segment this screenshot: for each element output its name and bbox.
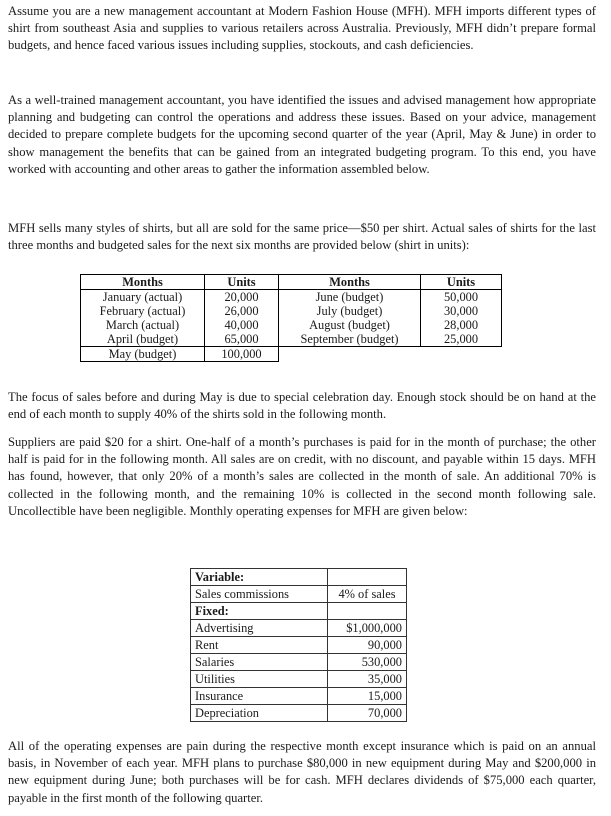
expense-value: 90,000	[328, 637, 407, 654]
table-row	[81, 304, 502, 318]
month-cell: September (budget)	[279, 332, 421, 347]
variable-heading-row	[191, 569, 407, 586]
table-row	[81, 290, 502, 305]
table-row	[81, 318, 502, 332]
month-cell: February (actual)	[81, 304, 205, 318]
units-cell: 40,000	[205, 318, 279, 332]
expense-label: Sales commissions	[191, 586, 328, 603]
units-cell: 25,000	[421, 332, 502, 347]
expense-value: 70,000	[328, 705, 407, 722]
expense-value: 530,000	[328, 654, 407, 671]
expense-label: Rent	[191, 637, 328, 654]
expense-label: Salaries	[191, 654, 328, 671]
suppliers-collections-paragraph: Suppliers are paid $20 for a shirt. One-half of a month’s purchases is paid for in the month of purchase; the other half is paid for in the following month. All sales are on credit, with no discount, and payable within 15 days. MFH has found, however, that only 20% of a month’s sales are collected in the month of sale. An additional 70% is collected in the following month, and the remaining 10% is collected in the second month following sale. Uncollectible have been negligible. Monthly operating expenses for MFH are given below:	[8, 435, 596, 518]
table-header-row	[81, 275, 502, 290]
table-row	[81, 347, 502, 362]
empty-cell	[328, 603, 407, 620]
month-cell: January (actual)	[81, 290, 205, 305]
units-cell: 65,000	[205, 332, 279, 347]
expense-value: 35,000	[328, 671, 407, 688]
variable-heading: Variable:	[191, 569, 328, 586]
expense-value: 4% of sales	[328, 586, 407, 603]
fixed-heading-row	[191, 603, 407, 620]
month-cell: June (budget)	[279, 290, 421, 305]
month-cell: April (budget)	[81, 332, 205, 347]
table-row	[191, 637, 407, 654]
units-cell: 28,000	[421, 318, 502, 332]
table-row	[191, 586, 407, 603]
sales-price-paragraph: MFH sells many styles of shirts, but all are sold for the same price—$50 per shirt. Actual sales of shirts for the last three months and budgeted sales for the next six months are provided below (shirt in units):	[8, 221, 596, 253]
operating-expenses-table	[190, 568, 407, 722]
empty-cell	[279, 347, 421, 362]
header-units-2: Units	[421, 275, 502, 290]
month-cell: July (budget)	[279, 304, 421, 318]
table-row	[81, 332, 502, 347]
intro-paragraph: Assume you are a new management accountant at Modern Fashion House (MFH). MFH imports different types of shirt from southeast Asia and supplies to various retailers across Australia. Previously, MFH didn’t prepare formal budgets, and hence faced various issues including supplies, stockouts, and cash deficiencies.	[8, 4, 596, 53]
units-cell: 100,000	[205, 347, 279, 362]
expense-value: $1,000,000	[328, 620, 407, 637]
fixed-heading: Fixed:	[191, 603, 328, 620]
month-cell: March (actual)	[81, 318, 205, 332]
header-months-1: Months	[81, 275, 205, 290]
table-row	[191, 620, 407, 637]
header-units-1: Units	[205, 275, 279, 290]
sales-units-table	[80, 274, 502, 362]
expense-label: Utilities	[191, 671, 328, 688]
header-months-2: Months	[279, 275, 421, 290]
table-row	[191, 705, 407, 722]
expense-label: Insurance	[191, 688, 328, 705]
units-cell: 26,000	[205, 304, 279, 318]
units-cell: 20,000	[205, 290, 279, 305]
table-row	[191, 671, 407, 688]
budgeting-advice-paragraph: As a well-trained management accountant, you have identified the issues and advised management how appropriate planning and budgeting can control the operations and address these issues. Based on your advice, management decided to prepare complete budgets for the upcoming second quarter of the year (April, May & June) in order to show management the benefits that can be gained from an integrated budgeting program. To this end, you have worked with accounting and other areas to gather the information assembled below.	[8, 93, 596, 176]
expense-value: 15,000	[328, 688, 407, 705]
celebration-paragraph: The focus of sales before and during May is due to special celebration day. Enough stock should be on hand at the end of each month to supply 40% of the shirts sold in the following month.	[8, 390, 596, 422]
month-cell: May (budget)	[81, 347, 205, 362]
empty-cell	[421, 347, 502, 362]
expense-label: Advertising	[191, 620, 328, 637]
units-cell: 30,000	[421, 304, 502, 318]
expense-label: Depreciation	[191, 705, 328, 722]
month-cell: August (budget)	[279, 318, 421, 332]
table-row	[191, 654, 407, 671]
operating-expenses-notes-paragraph: All of the operating expenses are pain during the respective month except insurance which is paid on an annual basis, in November of each year. MFH plans to purchase $80,000 in new equipment during May and $200,000 in new equipment during June; both purchases will be for cash. MFH declares dividends of $75,000 each quarter, payable in the first month of the following quarter.	[8, 739, 596, 805]
table-row	[191, 688, 407, 705]
units-cell: 50,000	[421, 290, 502, 305]
empty-cell	[328, 569, 407, 586]
